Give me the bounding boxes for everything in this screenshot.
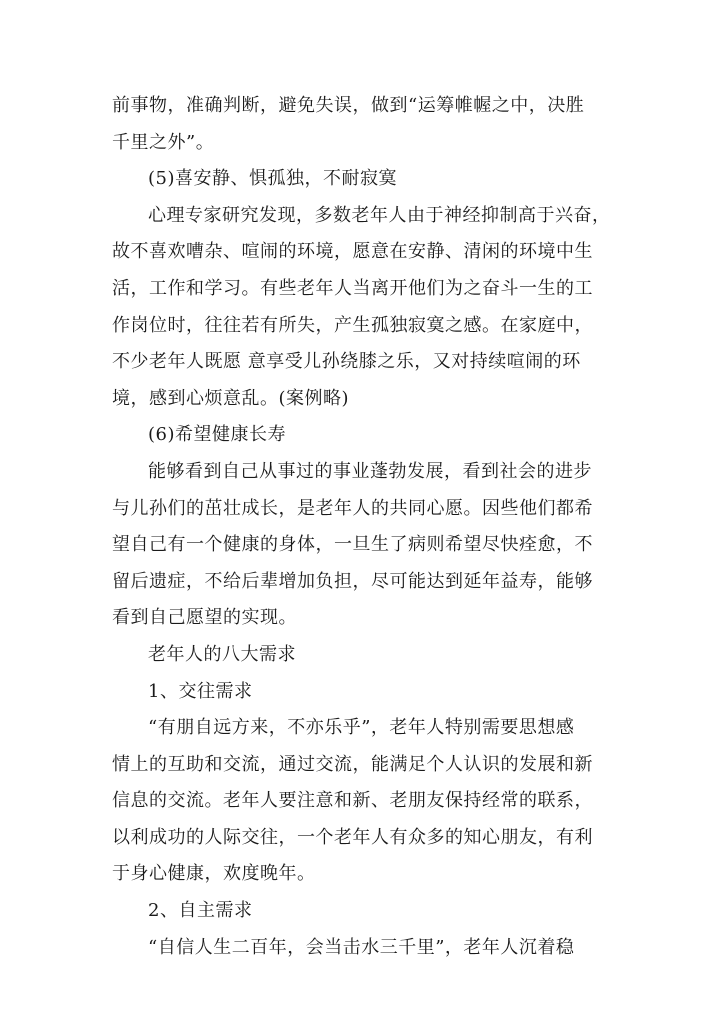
text-line: 故不喜欢嘈杂、喧闹的环境，愿意在安静、清闲的环境中生 (112, 241, 593, 263)
text-line: “自信人生二百年，会当击水三千里”，老年人沉着稳 (148, 936, 575, 958)
text-line: 心理专家研究发现，多数老年人由于神经抑制高于兴奋， (148, 204, 611, 226)
text-line: “有朋自远方来，不亦乐乎”，老年人特别需要思想感 (148, 717, 575, 739)
text-line: 于身心健康，欢度晚年。 (112, 863, 316, 885)
text-line: 与儿孙们的茁壮成长，是老年人的共同心愿。因些他们都希 (112, 497, 593, 519)
text-line: 留后遗症，不给后辈增加负担，尽可能达到延年益寿，能够 (112, 570, 593, 592)
text-line: 老年人的八大需求 (148, 643, 296, 665)
text-line: 境，感到心烦意乱。(案例略) (112, 387, 350, 409)
text-line: 活，工作和学习。有些老年人当离开他们为之奋斗一生的工 (112, 277, 593, 299)
text-line: 2、自主需求 (148, 900, 253, 922)
text-line: 情上的互助和交流，通过交流，能满足个人认识的发展和新 (112, 753, 593, 775)
text-line: 以利成功的人际交往，一个老年人有众多的知心朋友，有利 (112, 826, 593, 848)
text-line: 千里之外”。 (112, 131, 215, 153)
text-line: (6)希望健康长寿 (148, 424, 286, 446)
text-line: 作岗位时，往往若有所失，产生孤独寂寞之感。在家庭中， (112, 314, 593, 336)
text-line: (5)喜安静、惧孤独，不耐寂寞 (148, 168, 397, 190)
text-line: 看到自己愿望的实现。 (112, 607, 297, 629)
text-line: 望自己有一个健康的身体，一旦生了病则希望尽快痊愈，不 (112, 534, 593, 556)
document-body (112, 88, 612, 966)
text-line: 能够看到自己从事过的事业蓬勃发展，看到社会的进步 (148, 460, 592, 482)
text-line: 不少老年人既愿 意享受儿孙绕膝之乐，又对持续喧闹的环 (112, 351, 581, 373)
text-line: 信息的交流。老年人要注意和新、老朋友保持经常的联系， (112, 790, 593, 812)
text-line: 前事物，准确判断，避免失误，做到“运筹帷幄之中，决胜 (112, 95, 585, 116)
text-line: 1、交往需求 (148, 680, 253, 702)
